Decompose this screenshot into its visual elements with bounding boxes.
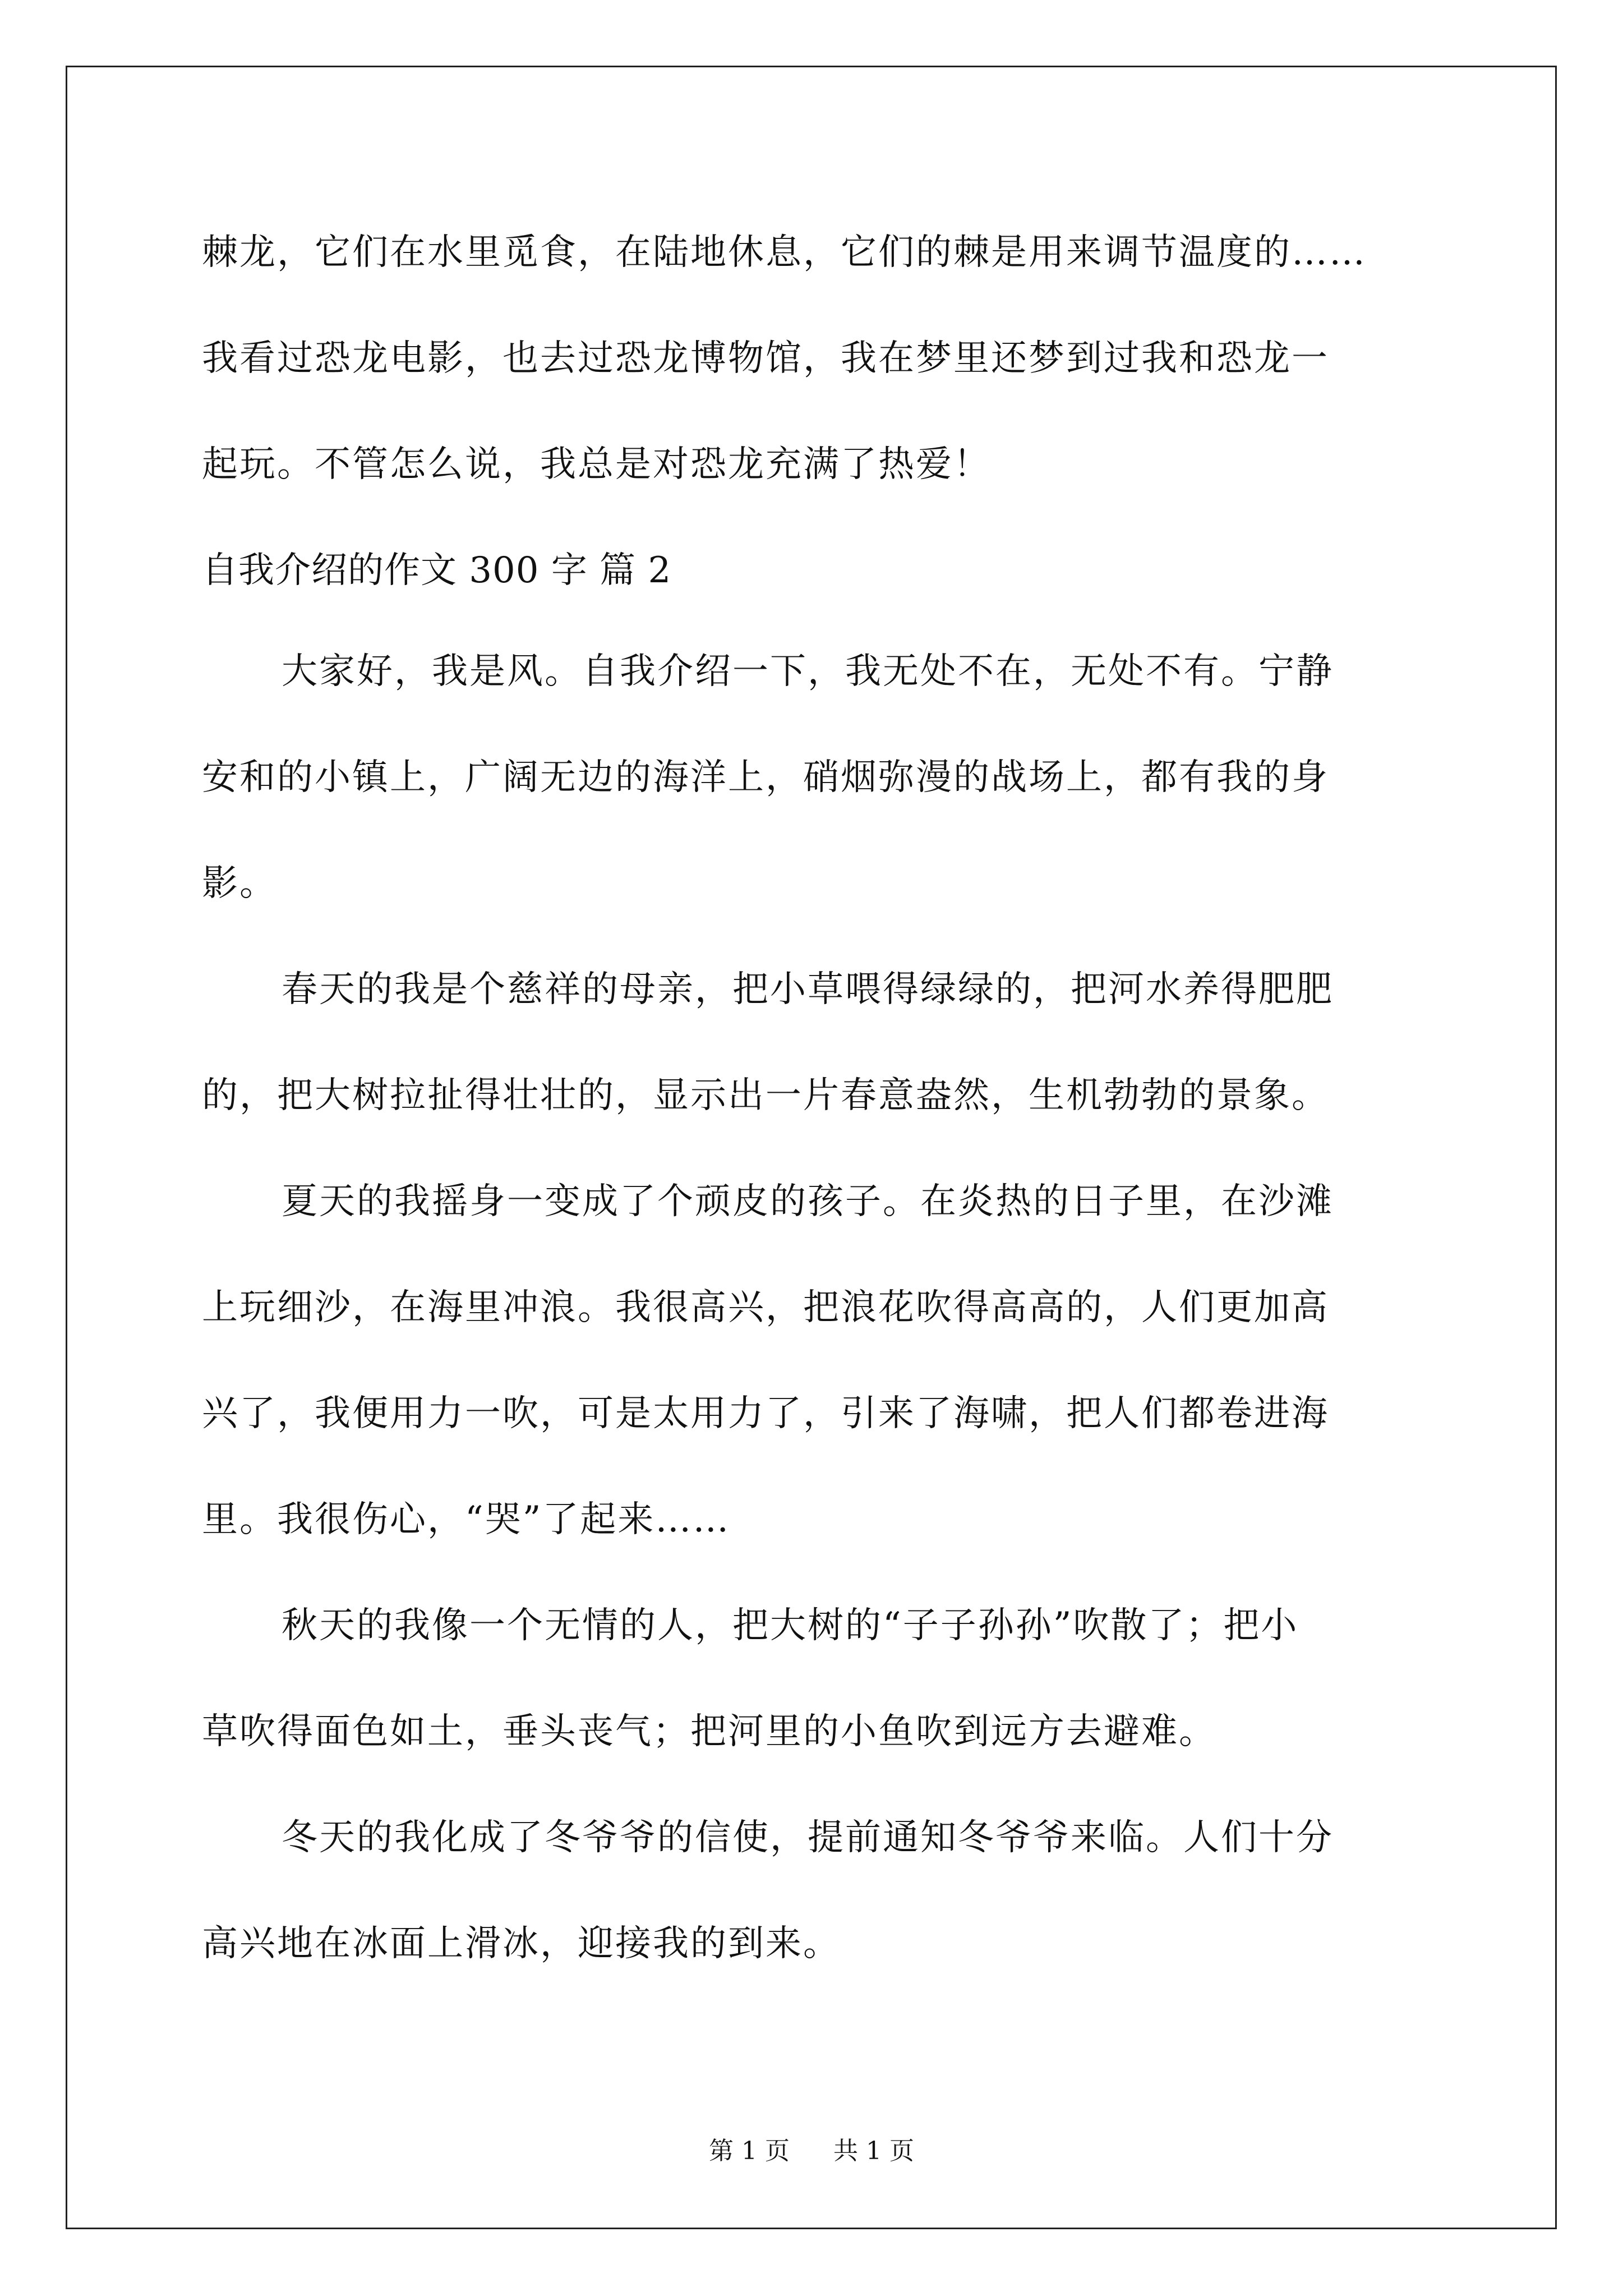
text-line: 安和的小镇上，广阔无边的海洋上，硝烟弥漫的战场上，都有我的身	[202, 757, 1329, 798]
paragraph-first-line: 秋天的我像一个无情的人，把大树的“子子孙孙”吹散了；把小	[282, 1605, 1299, 1646]
section-heading: 自我介绍的作文 300 字 篇 2	[202, 550, 672, 591]
paragraph-first-line: 大家好，我是风。自我介绍一下，我无处不在，无处不有。宁静	[282, 651, 1334, 692]
text-line: 草吹得面色如土，垂头丧气；把河里的小鱼吹到远方去避难。	[202, 1711, 1216, 1752]
text-line: 高兴地在冰面上滑冰，迎接我的到来。	[202, 1923, 841, 1964]
document-body	[202, 222, 1419, 2019]
text-line: 棘龙，它们在水里觅食，在陆地休息，它们的棘是用来调节温度的……	[202, 232, 1367, 273]
page-total: 共 1 页	[833, 2137, 914, 2165]
text-line: 上玩细沙，在海里冲浪。我很高兴，把浪花吹得高高的，人们更加高	[202, 1287, 1329, 1328]
text-line: 兴了，我便用力一吹，可是太用力了，引来了海啸，把人们都卷进海	[202, 1393, 1329, 1434]
text-line: 影。	[202, 863, 277, 904]
paragraph-first-line: 夏天的我摇身一变成了个顽皮的孩子。在炎热的日子里，在沙滩	[282, 1181, 1334, 1222]
text-line: 起玩。不管怎么说，我总是对恐龙充满了热爱！	[202, 444, 991, 485]
text-line: 的，把大树拉扯得壮壮的，显示出一片春意盎然，生机勃勃的景象。	[202, 1075, 1329, 1116]
paragraph-first-line: 冬天的我化成了冬爷爷的信使，提前通知冬爷爷来临。人们十分	[282, 1817, 1334, 1858]
text-line: 里。我很伤心，“哭”了起来……	[202, 1499, 731, 1540]
page-number: 第 1 页	[709, 2137, 790, 2165]
text-line: 我看过恐龙电影，也去过恐龙博物馆，我在梦里还梦到过我和恐龙一	[202, 338, 1329, 379]
page-footer	[0, 2131, 1623, 2166]
paragraph-first-line: 春天的我是个慈祥的母亲，把小草喂得绿绿的，把河水养得肥肥	[282, 969, 1334, 1010]
